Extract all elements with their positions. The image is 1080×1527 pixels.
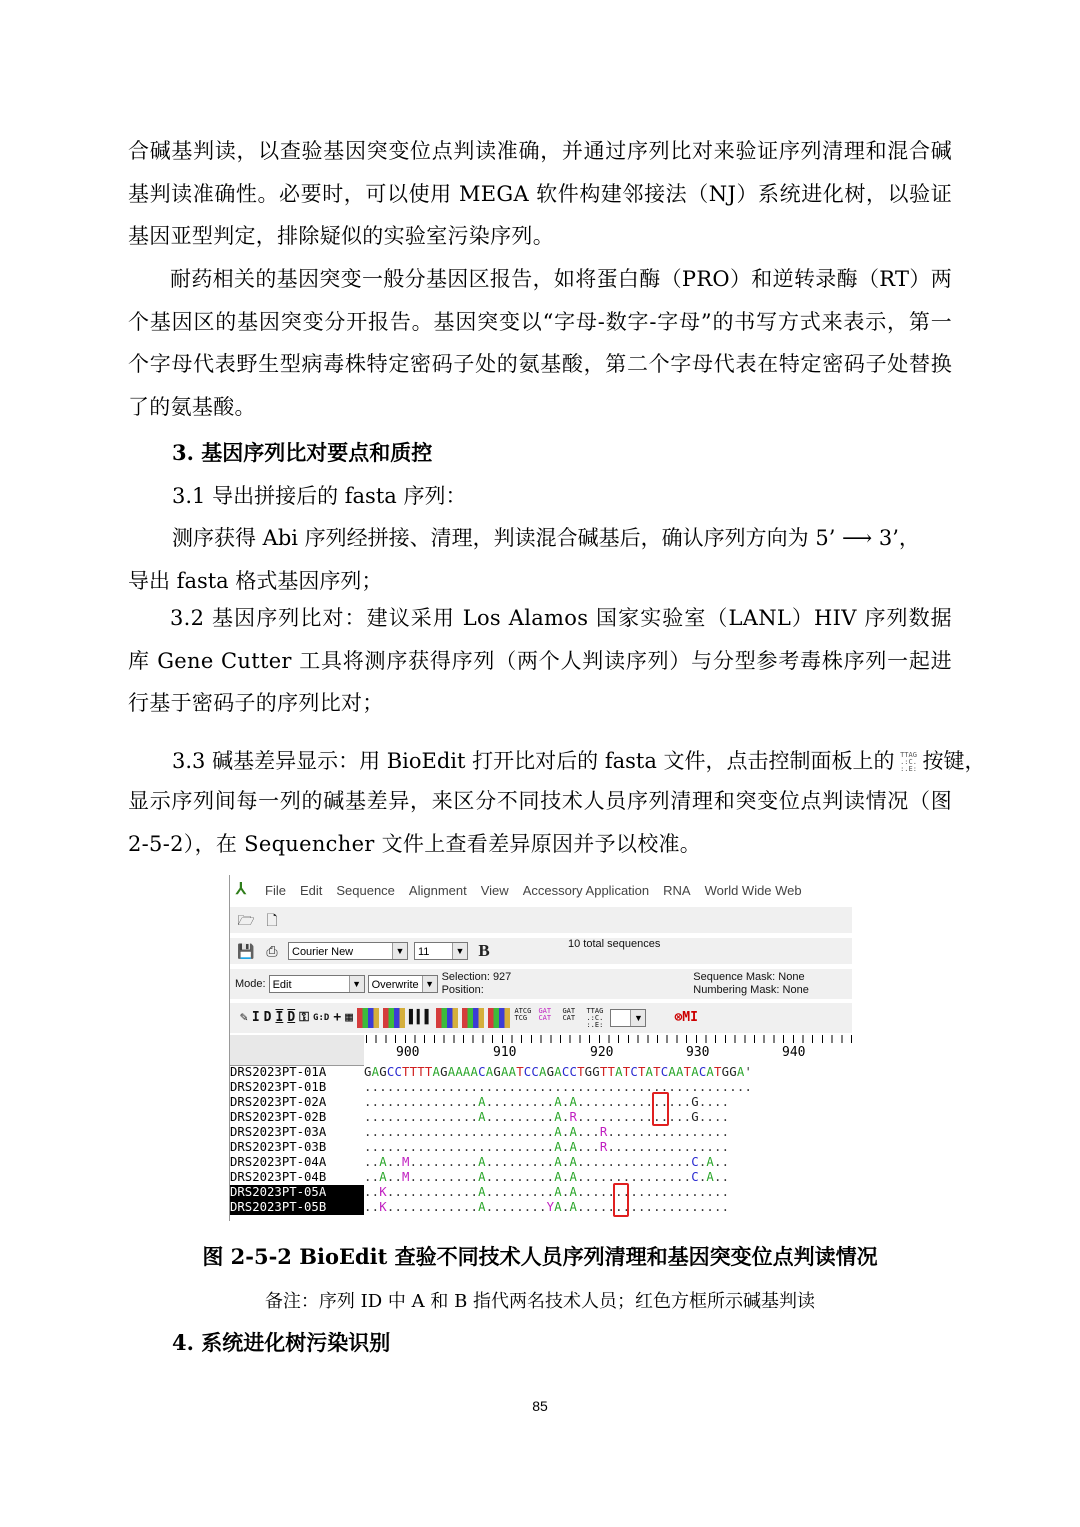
- gat-cat-icon[interactable]: GAT CAT: [538, 1007, 552, 1022]
- alignment-row[interactable]: [230, 1125, 852, 1140]
- sequence-bases[interactable]: ...............A.........A.R...............G....: [364, 1110, 730, 1124]
- sequence-bases[interactable]: ..A..M.........A.........A.A...............C.A..: [364, 1155, 730, 1169]
- total-sequences: 10 total sequences: [568, 938, 661, 950]
- mode-label: Mode:: [235, 978, 266, 990]
- save-icon[interactable]: 💾: [237, 943, 255, 959]
- alignment-row[interactable]: [230, 1065, 852, 1080]
- menu-file[interactable]: File: [265, 882, 286, 898]
- color-grid-icon[interactable]: [436, 1008, 458, 1028]
- gd-icon[interactable]: G:D: [313, 1013, 330, 1023]
- paragraph-2: 耐药相关的基因突变一般分基因区报告，如将蛋白酶（PRO）和逆转录酶（RT）两个基因区的基因突变分开报告。基因突变以“字母-数字-字母”的书写方式来表示，第一个字母代表野生型病毒株特定密码子处的氨基酸，第二个字母代表在特定密码子处替换了的氨基酸。: [128, 267, 952, 419]
- figure-note: 备注：序列 ID 中 A 和 B 指代两名技术人员；红色方框所示碱基判读: [264, 1291, 816, 1312]
- bioedit-logo-icon: ⅄: [236, 881, 246, 898]
- sequence-id[interactable]: DRS2023PT-01A: [230, 1065, 327, 1079]
- base-difference-button-icon[interactable]: TTAG .:C. :.E:: [586, 1007, 604, 1029]
- chevron-down-icon: ▼: [349, 976, 364, 992]
- paragraph-3-3-after: 按键，: [922, 749, 986, 773]
- file-toolbar: [230, 907, 852, 933]
- figure-caption: 图 2-5-2 BioEdit 查验不同技术人员序列清理和基因突变位点判读情况: [202, 1244, 878, 1269]
- mode-select[interactable]: [269, 975, 365, 993]
- highlight-box: [613, 1183, 629, 1217]
- selection-value: Selection: 927: [441, 971, 512, 983]
- menu-world-wide-web[interactable]: World Wide Web: [704, 882, 802, 898]
- font-select-value: Courier New: [292, 946, 354, 958]
- sequence-bases[interactable]: ...................................................: [364, 1080, 753, 1094]
- sequence-id[interactable]: DRS2023PT-03B: [230, 1140, 327, 1154]
- sequence-id[interactable]: DRS2023PT-03A: [230, 1125, 327, 1139]
- chevron-down-icon: ▼: [630, 1010, 645, 1026]
- menu-accessory-application[interactable]: Accessory Application: [522, 882, 650, 898]
- paragraph-3-1-line1: 测序获得 Abi 序列经拼接、清理，判读混合碱基后，确认序列方向为 5’ ⟶ 3’，: [172, 526, 920, 550]
- mask-info: [693, 971, 809, 997]
- section-heading-3: 3. 基因序列比对要点和质控: [172, 440, 433, 465]
- chevron-down-icon: ▼: [452, 943, 467, 959]
- sequence-alignment: [230, 1065, 852, 1215]
- paragraph-3-2: 3.2 基因序列比对：建议采用 Los Alamos 国家实验室（LANL）HIV 序列数据库 Gene Cutter 工具将测序获得序列（两个人判读序列）与分型参考毒株序列一起进行基于密码子的序列比对；: [128, 606, 952, 715]
- sequence-bases[interactable]: ..K............A.........A.A....................: [364, 1185, 730, 1199]
- print-icon[interactable]: ⎙: [266, 943, 278, 959]
- alignment-row[interactable]: [230, 1080, 852, 1095]
- view-select[interactable]: [610, 1009, 646, 1027]
- insert-icon[interactable]: I: [251, 1010, 260, 1025]
- overwrite-select-value: Overwrite: [371, 979, 419, 991]
- alignment-row[interactable]: [230, 1155, 852, 1170]
- ruler-label: 900: [396, 1045, 420, 1060]
- font-size-select[interactable]: [414, 942, 468, 960]
- alignment-row[interactable]: [230, 1170, 852, 1185]
- sequence-id[interactable]: DRS2023PT-02A: [230, 1095, 327, 1109]
- paragraph-3-3-before: 3.3 碱基差异显示：用 BioEdit 打开比对后的 fasta 文件，点击控制面板上的: [172, 749, 895, 773]
- new-file-icon[interactable]: 🗋: [266, 912, 278, 928]
- insert-gap-icon[interactable]: I: [275, 1010, 284, 1025]
- position-ruler: [230, 1035, 852, 1067]
- sequence-bases[interactable]: .........................A.A...R................: [364, 1140, 730, 1154]
- transcribe-icon[interactable]: ATCG TCG: [514, 1007, 532, 1022]
- section-heading-4: 4. 系统进化树污染识别: [172, 1330, 391, 1355]
- sequence-bases[interactable]: ...............A.........A.A...............G....: [364, 1095, 730, 1109]
- menu-alignment[interactable]: Alignment: [408, 882, 467, 898]
- mode-select-value: Edit: [272, 979, 292, 991]
- ruler-ticks: [366, 1035, 852, 1043]
- sequence-id[interactable]: DRS2023PT-05A: [230, 1185, 364, 1200]
- barcode-icon[interactable]: ▌▍▌: [408, 1010, 433, 1025]
- delete-gap-icon[interactable]: D: [287, 1010, 296, 1025]
- paragraph-3-3-line1: [172, 745, 986, 775]
- ruler-label: 940: [782, 1045, 806, 1060]
- alignment-row[interactable]: [230, 1095, 852, 1110]
- ruler-label: 910: [493, 1045, 517, 1060]
- alignment-row[interactable]: [230, 1140, 852, 1155]
- crosshair-icon[interactable]: +: [333, 1010, 342, 1025]
- chevron-down-icon: ▼: [422, 976, 437, 992]
- font-select[interactable]: [288, 942, 408, 960]
- page-number: 85: [532, 1398, 548, 1414]
- paragraph-3-1-line2: 导出 fasta 格式基因序列；: [128, 569, 383, 593]
- numbering-mask: Numbering Mask: None: [693, 984, 809, 996]
- sequence-id[interactable]: DRS2023PT-01B: [230, 1080, 327, 1094]
- delete-icon[interactable]: D: [263, 1010, 272, 1025]
- menu-sequence[interactable]: Sequence: [336, 882, 395, 898]
- lock-icon[interactable]: ⚿: [299, 1010, 310, 1025]
- alignment-row[interactable]: [230, 1185, 852, 1200]
- alignment-row[interactable]: [230, 1110, 852, 1125]
- sequence-mask: Sequence Mask: None: [693, 971, 805, 983]
- alignment-toolbar: [230, 1003, 852, 1033]
- base-difference-icon: TTAG .:C. :.E:: [900, 751, 917, 773]
- menu-bar: [230, 879, 852, 901]
- image-icon[interactable]: ▦: [345, 1010, 353, 1025]
- alignment-row[interactable]: [230, 1200, 852, 1215]
- menu-edit[interactable]: Edit: [299, 882, 323, 898]
- color-shade-icon[interactable]: [357, 1008, 379, 1028]
- selection-info: [442, 971, 512, 997]
- ruler-label: 930: [686, 1045, 710, 1060]
- color-grid-2-icon[interactable]: [462, 1008, 484, 1028]
- sequence-bases[interactable]: ..K............A........YA.A....................: [364, 1200, 730, 1214]
- color-block-icon[interactable]: [383, 1008, 405, 1028]
- paragraph-3-3-rest: 显示序列间每一列的碱基差异，来区分不同技术人员序列清理和突变位点判读情况（图 2-5-2），在 Sequencher 文件上查看差异原因并予以校准。: [128, 789, 952, 856]
- bold-button[interactable]: B: [478, 941, 490, 960]
- sequence-id[interactable]: DRS2023PT-04B: [230, 1170, 327, 1184]
- ruler-corner: [230, 1035, 364, 1066]
- sequence-bases[interactable]: .........................A.A...R................: [364, 1125, 730, 1139]
- sequence-id[interactable]: DRS2023PT-04A: [230, 1155, 327, 1169]
- sequence-bases[interactable]: ..A..M.........A.........A.A...............C.A..: [364, 1170, 730, 1184]
- font-size-value: 11: [418, 946, 430, 958]
- menu-rna[interactable]: RNA: [663, 882, 691, 898]
- gat-cat-2-icon[interactable]: GAT CAT: [562, 1007, 576, 1022]
- chevron-down-icon: ▼: [392, 943, 407, 959]
- mode-toolbar: [230, 969, 852, 999]
- subsection-3-1: 3.1 导出拼接后的 fasta 序列：: [172, 484, 467, 508]
- position-value: Position:: [441, 984, 484, 996]
- mi-icon[interactable]: ⊗MI: [674, 1010, 698, 1025]
- format-toolbar: [230, 938, 852, 964]
- sequence-id[interactable]: DRS2023PT-02B: [230, 1110, 327, 1124]
- edit-pen-icon[interactable]: ✎: [240, 1010, 248, 1025]
- highlight-box: [652, 1092, 669, 1126]
- sequence-bases[interactable]: GAGCCTTTTAGAAAACAGAATCCAGACCTGGTTATCTATCAATACATGGA': [364, 1065, 753, 1079]
- sequence-id[interactable]: DRS2023PT-05B: [230, 1200, 364, 1215]
- bioedit-screenshot: [229, 875, 852, 1221]
- paragraph-1: 合碱基判读，以查验基因突变位点判读准确，并通过序列比对来验证序列清理和混合碱基判读准确性。必要时，可以使用 MEGA 软件构建邻接法（NJ）系统进化树，以验证基因亚型判定，排除疑似的实验室污染序列。: [128, 139, 952, 248]
- open-folder-icon[interactable]: 🗁: [237, 912, 255, 928]
- color-bars-icon[interactable]: [488, 1008, 510, 1028]
- overwrite-select[interactable]: [368, 975, 438, 993]
- menu-view[interactable]: View: [480, 882, 509, 898]
- ruler-label: 920: [590, 1045, 614, 1060]
